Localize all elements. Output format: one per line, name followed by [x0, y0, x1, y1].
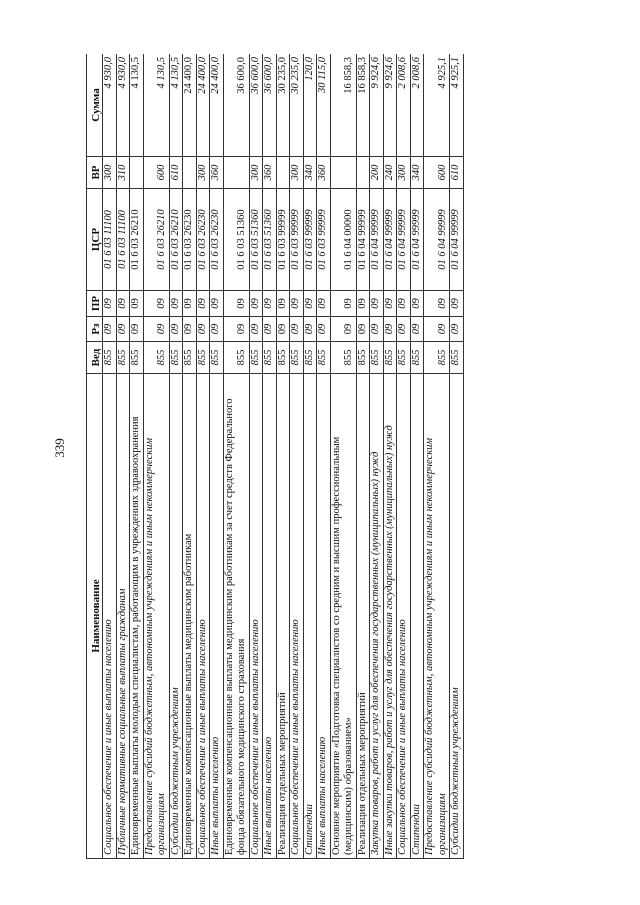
cell-csr: 01 6 03 51360 [223, 189, 249, 291]
cell-name: Единовременные выплаты молодым специалистам, работающим в учреждениях здравоохранения [130, 374, 144, 859]
cell-sum: 4 930,0 [103, 54, 117, 157]
cell-rz: 09 [370, 317, 384, 342]
table-row [196, 54, 210, 859]
cell-csr: 01 6 03 26210 [130, 189, 144, 291]
cell-csr: 01 6 03 11100 [103, 189, 117, 291]
table-row [450, 54, 464, 859]
table-row [169, 54, 183, 859]
cell-rz: 09 [397, 317, 411, 342]
cell-sum: 30 115,0 [317, 54, 331, 157]
cell-vr: 200 [370, 157, 384, 189]
cell-vr [130, 157, 144, 189]
table-row [383, 54, 397, 859]
cell-pr: 09 [317, 291, 331, 317]
cell-rz: 09 [183, 317, 197, 342]
cell-pr: 09 [169, 291, 183, 317]
cell-vr: 310 [116, 157, 130, 189]
cell-name: Публичные нормативные социальные выплаты гражданам [116, 374, 130, 859]
header-sum: Сумма [87, 54, 103, 157]
cell-name: Иные выплаты населению [317, 374, 331, 859]
cell-csr: 01 6 03 99999 [317, 189, 331, 291]
cell-pr: 09 [210, 291, 224, 317]
cell-pr: 09 [303, 291, 317, 317]
cell-vr [356, 157, 370, 189]
cell-rz: 09 [424, 317, 450, 342]
cell-name: Социальное обеспечение и иные выплаты населению [249, 374, 263, 859]
cell-vr: 300 [103, 157, 117, 189]
cell-csr: 01 6 03 99999 [303, 189, 317, 291]
table-row [249, 54, 263, 859]
cell-rz: 09 [143, 317, 169, 342]
table-row [317, 54, 331, 859]
cell-ved: 855 [249, 342, 263, 374]
cell-name: Иные выплаты населению [263, 374, 277, 859]
cell-sum: 2 008,6 [397, 54, 411, 157]
cell-name: Реализация отдельных мероприятий [356, 374, 370, 859]
cell-csr: 01 6 04 99999 [410, 189, 424, 291]
table-row [103, 54, 117, 859]
cell-vr: 300 [290, 157, 304, 189]
cell-csr: 01 6 03 99999 [276, 189, 290, 291]
cell-csr: 01 6 03 51360 [249, 189, 263, 291]
cell-rz: 09 [103, 317, 117, 342]
cell-sum: 4 925,1 [424, 54, 450, 157]
table-row [130, 54, 144, 859]
cell-rz: 09 [330, 317, 356, 342]
cell-name: Социальное обеспечение и иные выплаты населению [290, 374, 304, 859]
cell-rz: 09 [116, 317, 130, 342]
cell-pr: 09 [103, 291, 117, 317]
cell-pr: 09 [397, 291, 411, 317]
cell-name: Социальное обеспечение и иные выплаты населению [103, 374, 117, 859]
cell-sum: 4 130,5 [143, 54, 169, 157]
cell-rz: 09 [196, 317, 210, 342]
cell-name: Реализация отдельных мероприятий [276, 374, 290, 859]
cell-csr: 01 6 04 99999 [424, 189, 450, 291]
cell-vr: 240 [383, 157, 397, 189]
cell-vr: 340 [410, 157, 424, 189]
cell-vr: 600 [424, 157, 450, 189]
table-row [276, 54, 290, 859]
cell-ved: 855 [356, 342, 370, 374]
table-row [290, 54, 304, 859]
budget-table [86, 54, 464, 859]
table-row [370, 54, 384, 859]
cell-pr: 09 [143, 291, 169, 317]
cell-name: Социальное обеспечение и иные выплаты населению [196, 374, 210, 859]
cell-ved: 855 [116, 342, 130, 374]
cell-pr: 09 [223, 291, 249, 317]
cell-vr: 340 [303, 157, 317, 189]
header-rz: Рз [87, 317, 103, 342]
cell-name: Предоставление субсидий бюджетным, автономным учреждениям и иным некоммерческим организациям [143, 374, 169, 859]
table-row [397, 54, 411, 859]
cell-pr: 09 [330, 291, 356, 317]
cell-ved: 855 [330, 342, 356, 374]
cell-ved: 855 [276, 342, 290, 374]
cell-ved: 855 [183, 342, 197, 374]
cell-vr [183, 157, 197, 189]
cell-pr: 09 [410, 291, 424, 317]
header-vr: ВР [87, 157, 103, 189]
table-row [303, 54, 317, 859]
cell-vr: 610 [450, 157, 464, 189]
cell-vr: 360 [210, 157, 224, 189]
cell-vr [330, 157, 356, 189]
cell-ved: 855 [223, 342, 249, 374]
cell-sum: 4 130,5 [169, 54, 183, 157]
cell-ved: 855 [317, 342, 331, 374]
cell-csr: 01 6 04 99999 [383, 189, 397, 291]
cell-rz: 09 [263, 317, 277, 342]
header-ved: Вед [87, 342, 103, 374]
cell-name: Иные выплаты населению [210, 374, 224, 859]
cell-sum: 4 130,5 [130, 54, 144, 157]
cell-ved: 855 [410, 342, 424, 374]
cell-sum: 16 858,3 [356, 54, 370, 157]
cell-vr: 300 [249, 157, 263, 189]
cell-csr: 01 6 03 26230 [196, 189, 210, 291]
cell-rz: 09 [383, 317, 397, 342]
cell-rz: 09 [356, 317, 370, 342]
cell-ved: 855 [130, 342, 144, 374]
cell-name: Субсидии бюджетным учреждениям [169, 374, 183, 859]
cell-pr: 09 [276, 291, 290, 317]
cell-sum: 24 400,0 [210, 54, 224, 157]
cell-sum: 36 600,0 [263, 54, 277, 157]
cell-rz: 09 [130, 317, 144, 342]
cell-vr: 600 [143, 157, 169, 189]
cell-pr: 09 [450, 291, 464, 317]
cell-ved: 855 [169, 342, 183, 374]
cell-name: Единовременные компенсационные выплаты медицинским работникам [183, 374, 197, 859]
header-name: Наименование [87, 374, 103, 859]
cell-rz: 09 [317, 317, 331, 342]
cell-pr: 09 [424, 291, 450, 317]
cell-ved: 855 [103, 342, 117, 374]
rotated-table-container [86, 54, 561, 859]
cell-pr: 09 [130, 291, 144, 317]
cell-sum: 36 600,0 [249, 54, 263, 157]
cell-vr: 360 [317, 157, 331, 189]
cell-ved: 855 [424, 342, 450, 374]
cell-name: Основное мероприятие «Подготовка специалистов со средним и высшим профессиональным (медицинским) образованием» [330, 374, 356, 859]
cell-rz: 09 [169, 317, 183, 342]
table-row [410, 54, 424, 859]
cell-csr: 01 6 03 26230 [210, 189, 224, 291]
cell-vr: 300 [397, 157, 411, 189]
cell-pr: 09 [116, 291, 130, 317]
cell-pr: 09 [249, 291, 263, 317]
table-row [143, 54, 169, 859]
table-row [210, 54, 224, 859]
cell-pr: 09 [383, 291, 397, 317]
cell-ved: 855 [450, 342, 464, 374]
table-row [424, 54, 450, 859]
cell-rz: 09 [410, 317, 424, 342]
cell-vr: 360 [263, 157, 277, 189]
header-csr: ЦСР [87, 189, 103, 291]
cell-rz: 09 [290, 317, 304, 342]
table-body [103, 54, 464, 859]
cell-pr: 09 [183, 291, 197, 317]
cell-pr: 09 [356, 291, 370, 317]
table-row [356, 54, 370, 859]
cell-pr: 09 [370, 291, 384, 317]
cell-ved: 855 [290, 342, 304, 374]
cell-pr: 09 [196, 291, 210, 317]
cell-sum: 9 924,6 [383, 54, 397, 157]
cell-csr: 01 6 04 99999 [370, 189, 384, 291]
cell-ved: 855 [303, 342, 317, 374]
table-row [330, 54, 356, 859]
cell-rz: 09 [210, 317, 224, 342]
cell-ved: 855 [397, 342, 411, 374]
cell-ved: 855 [383, 342, 397, 374]
cell-vr [276, 157, 290, 189]
cell-sum: 16 858,3 [330, 54, 356, 157]
cell-csr: 01 6 03 26210 [169, 189, 183, 291]
cell-name: Предоставление субсидий бюджетным, автономным учреждениям и иным некоммерческим организациям [424, 374, 450, 859]
table-row [116, 54, 130, 859]
cell-sum: 2 008,6 [410, 54, 424, 157]
table-row [183, 54, 197, 859]
header-pr: ПР [87, 291, 103, 317]
cell-ved: 855 [263, 342, 277, 374]
cell-sum: 24 400,0 [196, 54, 210, 157]
cell-name: Иные закупки товаров, работ и услуг для обеспечения государственных (муниципальных) нужд [383, 374, 397, 859]
cell-ved: 855 [370, 342, 384, 374]
cell-csr: 01 6 03 11100 [116, 189, 130, 291]
cell-sum: 30 235,0 [290, 54, 304, 157]
page-number: 339 [52, 438, 67, 458]
cell-rz: 09 [249, 317, 263, 342]
cell-csr: 01 6 03 26230 [183, 189, 197, 291]
cell-sum: 36 600,0 [223, 54, 249, 157]
cell-csr: 01 6 03 51360 [263, 189, 277, 291]
cell-name: Стипендии [303, 374, 317, 859]
cell-sum: 4 925,1 [450, 54, 464, 157]
cell-csr: 01 6 04 99999 [397, 189, 411, 291]
cell-ved: 855 [143, 342, 169, 374]
cell-name: Субсидии бюджетным учреждениям [450, 374, 464, 859]
cell-vr [223, 157, 249, 189]
table-frame [86, 54, 561, 859]
cell-ved: 855 [210, 342, 224, 374]
table-row [223, 54, 249, 859]
cell-rz: 09 [223, 317, 249, 342]
cell-csr: 01 6 04 00000 [330, 189, 356, 291]
cell-sum: 4 930,0 [116, 54, 130, 157]
cell-pr: 09 [290, 291, 304, 317]
cell-rz: 09 [450, 317, 464, 342]
cell-name: Закупка товаров, работ и услуг для обеспечения государственных (муниципальных) нужд [370, 374, 384, 859]
cell-rz: 09 [276, 317, 290, 342]
table-header-row [87, 54, 103, 859]
cell-ved: 855 [196, 342, 210, 374]
cell-name: Стипендии [410, 374, 424, 859]
cell-vr: 300 [196, 157, 210, 189]
cell-csr: 01 6 03 26210 [143, 189, 169, 291]
cell-vr: 610 [169, 157, 183, 189]
cell-name: Социальное обеспечение и иные выплаты населению [397, 374, 411, 859]
cell-csr: 01 6 04 99999 [450, 189, 464, 291]
cell-rz: 09 [303, 317, 317, 342]
cell-name: Единовременные компенсационные выплаты медицинским работникам за счет средств Федерального фонда обязательного медицинского страхования [223, 374, 249, 859]
cell-csr: 01 6 03 99999 [290, 189, 304, 291]
table-row [263, 54, 277, 859]
cell-pr: 09 [263, 291, 277, 317]
cell-sum: 30 235,0 [276, 54, 290, 157]
cell-sum: 9 924,6 [370, 54, 384, 157]
cell-sum: 120,0 [303, 54, 317, 157]
cell-csr: 01 6 04 99999 [356, 189, 370, 291]
cell-sum: 24 400,0 [183, 54, 197, 157]
